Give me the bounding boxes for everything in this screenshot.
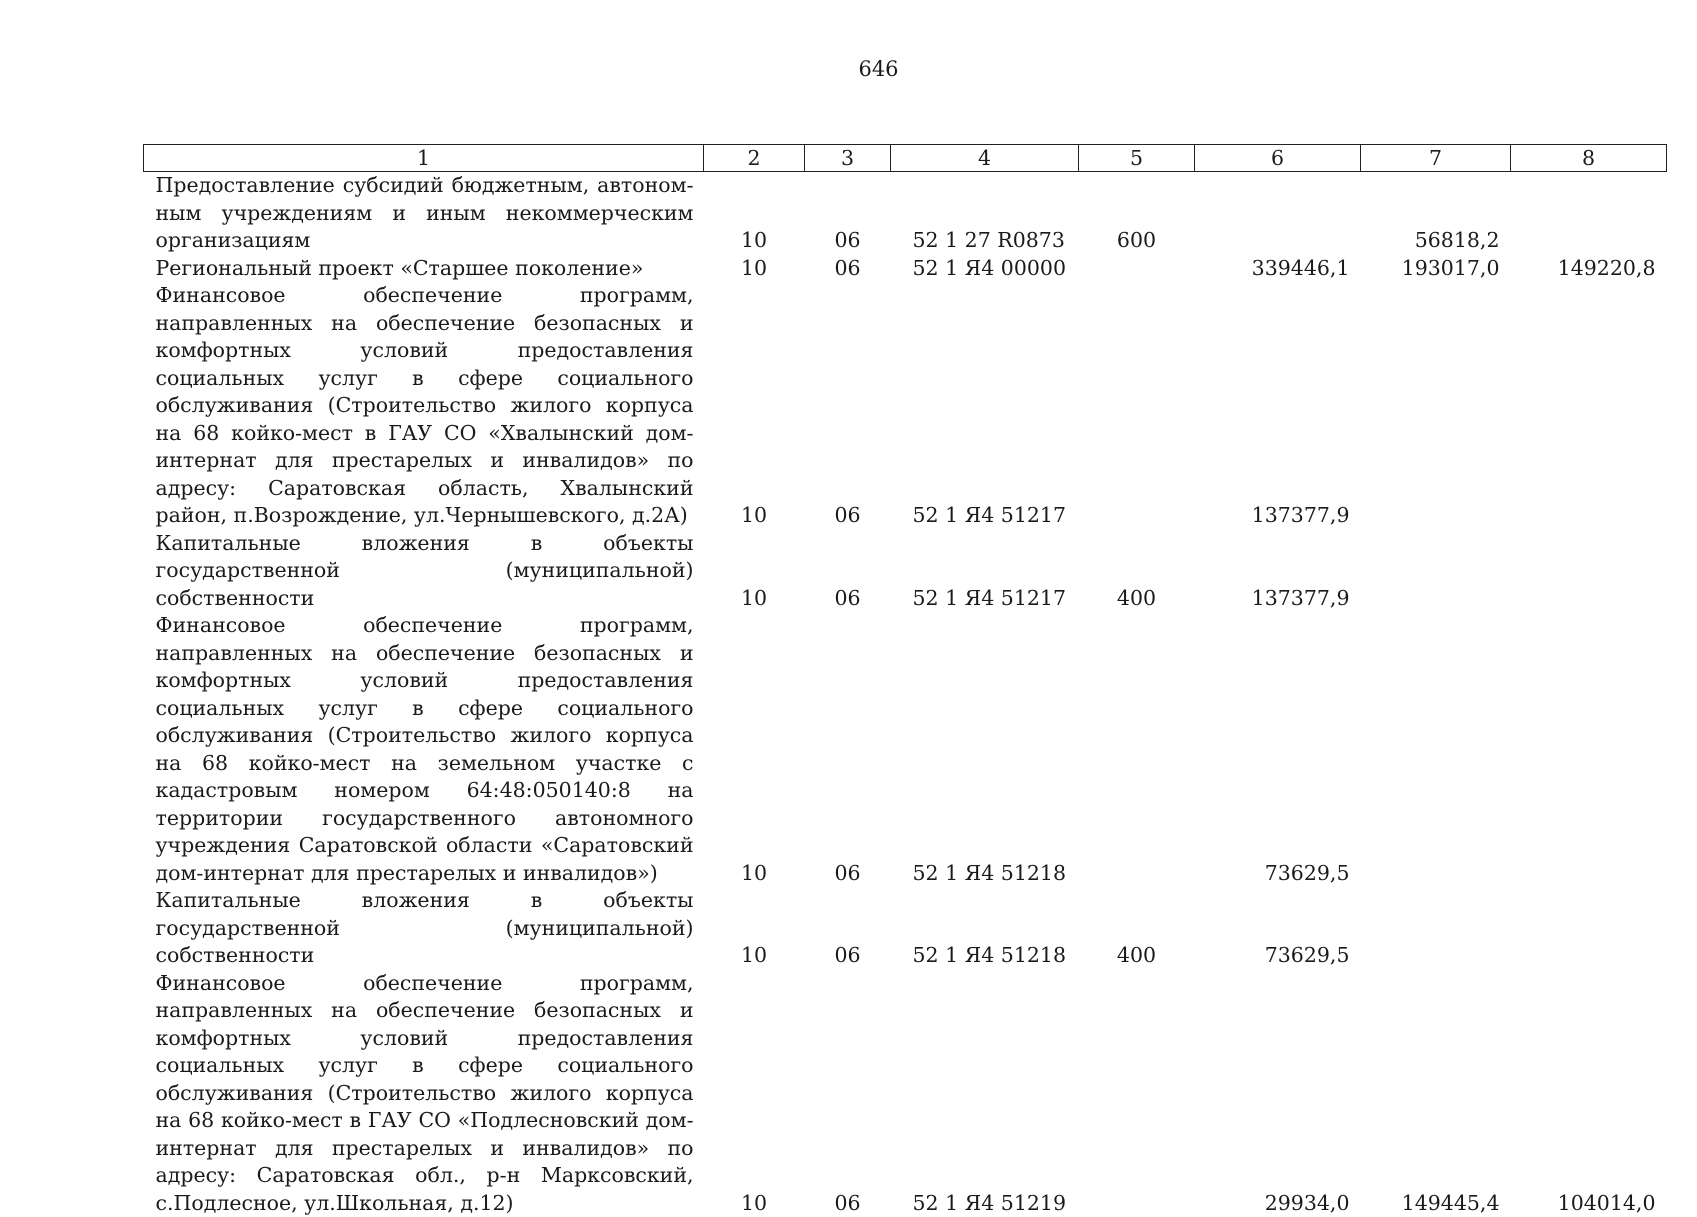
- row-target-article: 52 1 Я4 51218: [891, 612, 1079, 887]
- table-row: [144, 530, 1667, 613]
- row-target-article: 52 1 Я4 51217: [891, 530, 1079, 613]
- row-subsection: 06: [805, 172, 891, 255]
- row-col8: [1511, 887, 1667, 970]
- table-row: [144, 172, 1667, 255]
- row-expense-type: [1079, 255, 1195, 283]
- header-cell-8: 8: [1511, 145, 1667, 172]
- row-target-article: 52 1 Я4 51217: [891, 282, 1079, 530]
- row-section: 10: [704, 887, 805, 970]
- row-section: 10: [704, 612, 805, 887]
- row-target-article: 52 1 Я4 51219: [891, 970, 1079, 1217]
- row-description: Финансовое обеспечение программ, направленных на обеспечение безопасных и комфортных условий предоставления социальных услуг в сфере социального обслуживания (Строительство жилого корпуса на 68 койко-мест в ГАУ СО «Подлесновский дом-интернат для престарелых и инвалидов» по адресу: Саратовская обл., р-н Марксовский, с.Подлесное, ул.Школьная, д.12): [144, 970, 704, 1217]
- row-expense-type: 600: [1079, 172, 1195, 255]
- table-header: [144, 145, 1667, 172]
- budget-table: [143, 144, 1667, 1217]
- row-col7: 193017,0: [1361, 255, 1511, 283]
- row-subsection: 06: [805, 282, 891, 530]
- row-col6: 339446,1: [1195, 255, 1361, 283]
- table-row: [144, 887, 1667, 970]
- row-col6: 73629,5: [1195, 612, 1361, 887]
- row-col7: 56818,2: [1361, 172, 1511, 255]
- row-col8: [1511, 172, 1667, 255]
- row-subsection: 06: [805, 612, 891, 887]
- row-target-article: 52 1 27 R0873: [891, 172, 1079, 255]
- row-description: Финансовое обеспечение программ, направленных на обеспечение безопасных и комфортных условий предоставления социальных услуг в сфере социального обслуживания (Строительство жилого корпуса на 68 койко-мест на земельном участке с кадастровым номером 64:48:050140:8 на территории государственного автономного учреждения Саратовской области «Саратовский дом-интернат для престарелых и инвалидов»): [144, 612, 704, 887]
- table-row: [144, 970, 1667, 1217]
- header-row: [144, 145, 1667, 172]
- row-section: 10: [704, 282, 805, 530]
- row-col8: 149220,8: [1511, 255, 1667, 283]
- row-subsection: 06: [805, 255, 891, 283]
- row-col7: 149445,4: [1361, 970, 1511, 1217]
- table-row: [144, 612, 1667, 887]
- header-cell-7: 7: [1361, 145, 1511, 172]
- row-col8: 104014,0: [1511, 970, 1667, 1217]
- header-cell-5: 5: [1079, 145, 1195, 172]
- header-cell-4: 4: [891, 145, 1079, 172]
- row-col7: [1361, 530, 1511, 613]
- row-description: Капитальные вложения в объекты государственной (муниципальной) собственности: [144, 887, 704, 970]
- row-expense-type: [1079, 282, 1195, 530]
- row-col7: [1361, 282, 1511, 530]
- row-col8: [1511, 612, 1667, 887]
- row-description: Предоставление субсидий бюджетным, автономным учреждениям и иным некоммерческим организациям: [144, 172, 704, 255]
- header-cell-6: 6: [1195, 145, 1361, 172]
- header-cell-2: 2: [704, 145, 805, 172]
- row-target-article: 52 1 Я4 00000: [891, 255, 1079, 283]
- row-description: Финансовое обеспечение программ, направленных на обеспечение безопасных и комфортных условий предоставления социальных услуг в сфере социального обслуживания (Строительство жилого корпуса на 68 койко-мест в ГАУ СО «Хвалынский дом-интернат для престарелых и инвалидов» по адресу: Саратовская область, Хвалынский район, п.Возрождение, ул.Чернышевского, д.2А): [144, 282, 704, 530]
- row-col6: 73629,5: [1195, 887, 1361, 970]
- row-section: 10: [704, 255, 805, 283]
- row-description: Региональный проект «Старшее поколение»: [144, 255, 704, 283]
- row-description: Капитальные вложения в объекты государственной (муниципальной) собственности: [144, 530, 704, 613]
- header-cell-1: 1: [144, 145, 704, 172]
- row-col7: [1361, 612, 1511, 887]
- row-target-article: 52 1 Я4 51218: [891, 887, 1079, 970]
- table-row: [144, 282, 1667, 530]
- row-expense-type: [1079, 612, 1195, 887]
- row-col8: [1511, 282, 1667, 530]
- row-subsection: 06: [805, 887, 891, 970]
- row-col6: 137377,9: [1195, 530, 1361, 613]
- row-col6: 137377,9: [1195, 282, 1361, 530]
- row-col7: [1361, 887, 1511, 970]
- row-section: 10: [704, 530, 805, 613]
- row-expense-type: 400: [1079, 887, 1195, 970]
- row-col6: [1195, 172, 1361, 255]
- row-section: 10: [704, 970, 805, 1217]
- header-cell-3: 3: [805, 145, 891, 172]
- table-row: [144, 255, 1667, 283]
- row-subsection: 06: [805, 970, 891, 1217]
- page-number: 646: [30, 57, 1697, 81]
- row-col8: [1511, 530, 1667, 613]
- row-expense-type: [1079, 970, 1195, 1217]
- row-col6: 29934,0: [1195, 970, 1361, 1217]
- table-body: [144, 172, 1667, 1217]
- row-subsection: 06: [805, 530, 891, 613]
- row-section: 10: [704, 172, 805, 255]
- row-expense-type: 400: [1079, 530, 1195, 613]
